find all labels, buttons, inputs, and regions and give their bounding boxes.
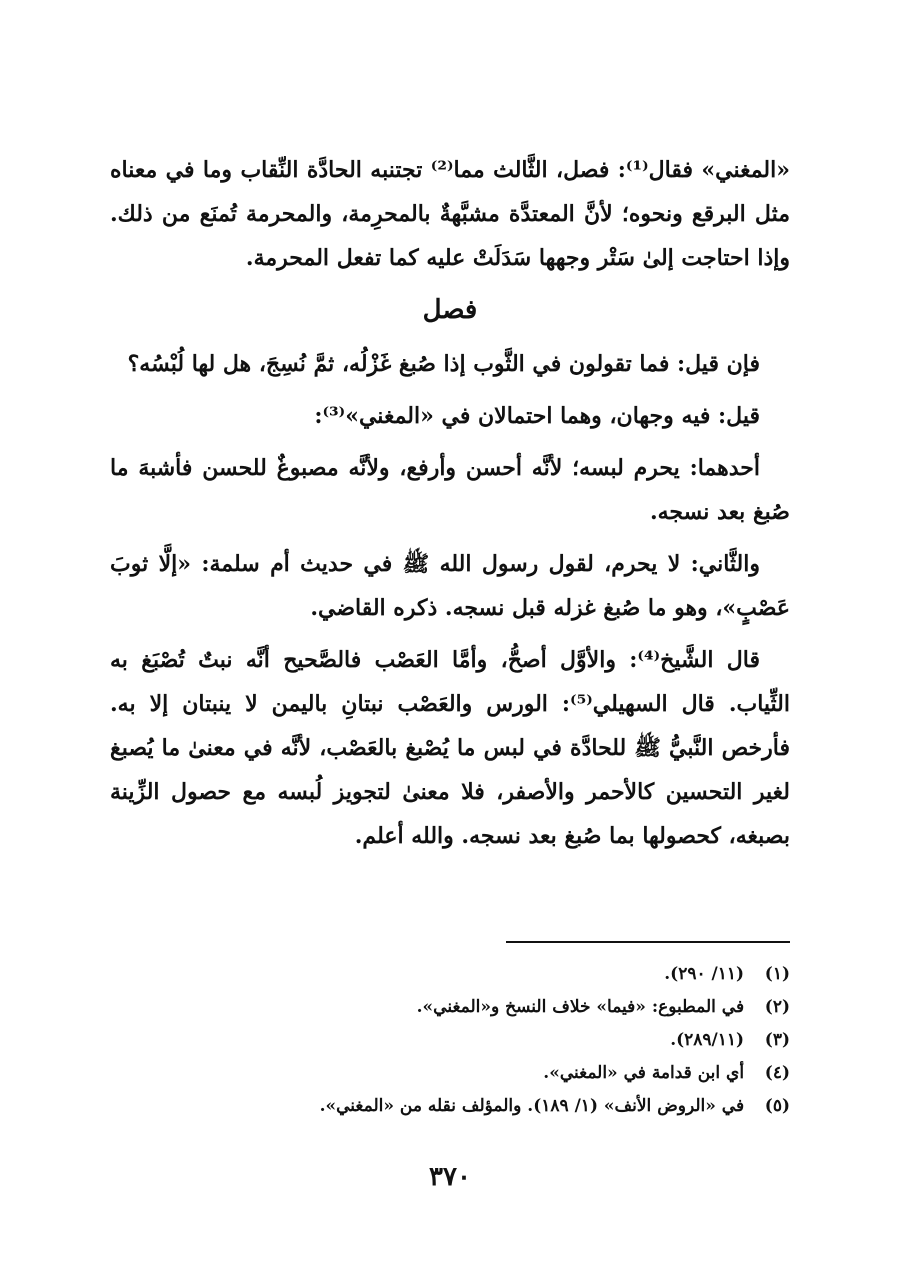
footnote-number: (٣) — [764, 1030, 790, 1050]
footnote-number: (٤) — [764, 1063, 790, 1083]
footnote — [300, 958, 790, 991]
footnote-text: (٢٨٩/١١). — [670, 1030, 745, 1050]
footnote — [300, 1024, 790, 1057]
footnote-number: (٥) — [764, 1096, 790, 1116]
paragraph-3: قيل: فيه وجهان، وهما احتمالان في «المغني»⁽³⁾: — [314, 403, 760, 429]
footnote-number: (٢) — [764, 997, 790, 1017]
footnote-text: في «الروض الأنف» (١/ ١٨٩). والمؤلف نقله من «المغني». — [319, 1096, 745, 1116]
footnote-number: (١) — [764, 964, 790, 984]
paragraph-4: أحدهما: يحرم لبسه؛ لأنَّه أحسن وأرفع، ولأنَّه مصبوغٌ للحسن فأشبهَ ما صُبغ بعد نسجه. — [110, 455, 790, 525]
footnotes — [300, 958, 790, 1123]
paragraph-5: والثَّاني: لا يحرم، لقول رسول الله ﷺ في حديث أم سلمة: «إلَّا ثوبَ عَصْبٍ»، وهو ما صُبغ غزله قبل نسجه. ذكره القاضي. — [110, 551, 790, 621]
page-number: ٣٧٠ — [429, 1162, 471, 1192]
paragraph-2: فإن قيل: فما تقولون في الثَّوب إذا صُبغ غَزْلُه، ثمَّ نُسِجَ، هل لها لُبْسُه؟ — [127, 351, 760, 377]
section-heading: فصل — [422, 295, 478, 325]
paragraph-6: قال الشَّيخ⁽⁴⁾: والأوَّل أصحُّ، وأمَّا العَصْب فالصَّحيح أنَّه نبتٌ تُصْبَغ به الثِّياب. قال السهيلي⁽⁵⁾: الورس والعَصْب نبتانِ باليمن لا ينبتان إلا به. فأرخص النَّبيُّ ﷺ للحادَّة في لبس ما يُصْبغ بالعَصْب، لأنَّه في معنىٰ ما يُصبغ لغير التحسين كالأحمر والأصفر، فلا معنىٰ لتجويز لُبسه مع حصول الزِّينة بصبغه، كحصولها بما صُبغ بعد نسجه. والله أعلم. — [110, 647, 790, 849]
footnote-text: في المطبوع: «فيما» خلاف النسخ و«المغني». — [416, 997, 745, 1017]
paragraph-1: «المغني» فقال⁽¹⁾: فصل، الثَّالث مما⁽²⁾ تجتنبه الحادَّة النِّقاب وما في معناه مثل البرقع ونحوه؛ لأنَّ المعتدَّة مشبَّهةٌ بالمحرِمة، والمحرمة تُمنَع من ذلك. وإذا احتاجت إلىٰ سَتْر وجهها سَدَلَتْ عليه كما تفعل المحرمة. — [110, 157, 791, 271]
footnote-text: (١١/ ٢٩٠). — [664, 964, 745, 984]
main-text — [110, 148, 790, 866]
footnote — [300, 991, 790, 1024]
footnote — [300, 1057, 790, 1090]
footnote — [300, 1090, 790, 1123]
footnote-text: أي ابن قدامة في «المغني». — [543, 1063, 745, 1083]
footnote-divider — [506, 941, 790, 943]
